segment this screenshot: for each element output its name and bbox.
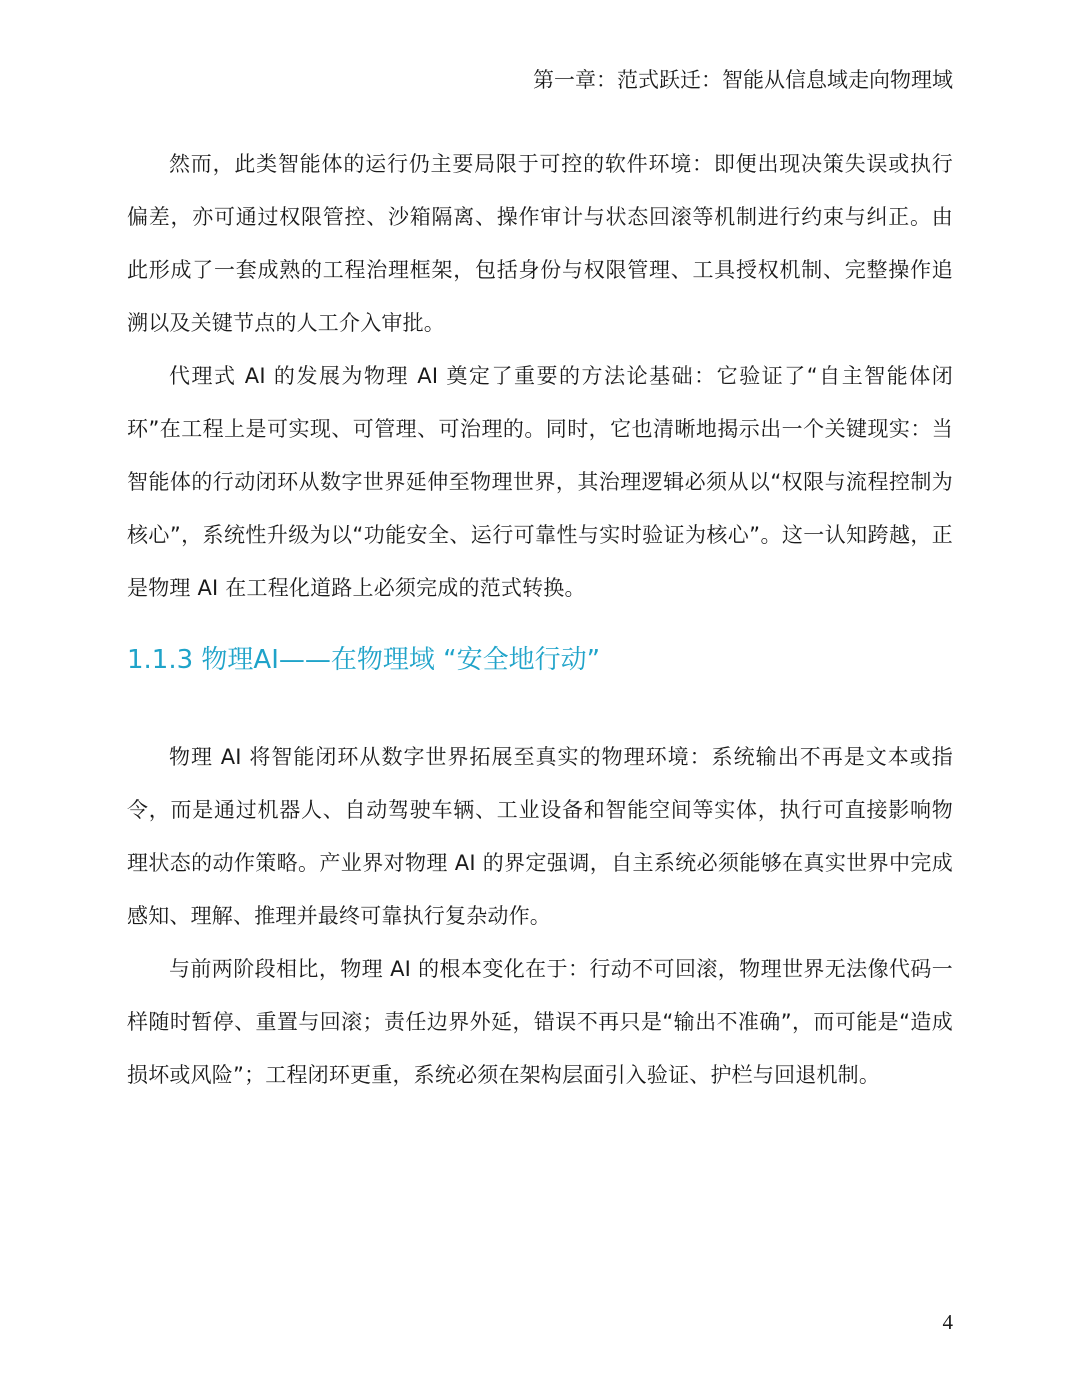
section-heading-1-1-3: 1.1.3 物理AI——在物理域 “安全地行动”: [127, 645, 601, 675]
paragraph-agentic-ai-foundation: 代理式 AI 的发展为物理 AI 奠定了重要的方法论基础：它验证了“自主智能体闭环”在工程上是可实现、可管理、可治理的。同时，它也清晰地揭示出一个关键现实：当智能体的行动闭环从数字世界延伸至物理世界，其治理逻辑必须从以“权限与流程控制为核心”，系统性升级为以“功能安全、运行可靠性与实时验证为核心”。这一认知跨越，正是物理 AI 在工程化道路上必须完成的范式转换。: [127, 364, 953, 600]
page-body: [127, 138, 953, 1102]
paragraph-physical-ai-differences: 与前两阶段相比，物理 AI 的根本变化在于：行动不可回滚，物理世界无法像代码一样随时暂停、重置与回滚；责任边界外延，错误不再只是“输出不准确”，而可能是“造成损坏或风险”；工程闭环更重，系统必须在架构层面引入验证、护栏与回退机制。: [127, 957, 953, 1087]
running-header-chapter-title: 第一章：范式跃迁：智能从信息域走向物理域: [533, 68, 953, 92]
page-number: 4: [942, 1310, 953, 1334]
paragraph-physical-ai-definition: 物理 AI 将智能闭环从数字世界拓展至真实的物理环境：系统输出不再是文本或指令，而是通过机器人、自动驾驶车辆、工业设备和智能空间等实体，执行可直接影响物理状态的动作策略。产业界对物理 AI 的界定强调，自主系统必须能够在真实世界中完成感知、理解、推理并最终可靠执行复杂动作。: [127, 745, 953, 928]
paragraph-sandbox-limits: 然而，此类智能体的运行仍主要局限于可控的软件环境：即便出现决策失误或执行偏差，亦可通过权限管控、沙箱隔离、操作审计与状态回滚等机制进行约束与纠正。由此形成了一套成熟的工程治理框架，包括身份与权限管理、工具授权机制、完整操作追溯以及关键节点的人工介入审批。: [127, 152, 953, 335]
